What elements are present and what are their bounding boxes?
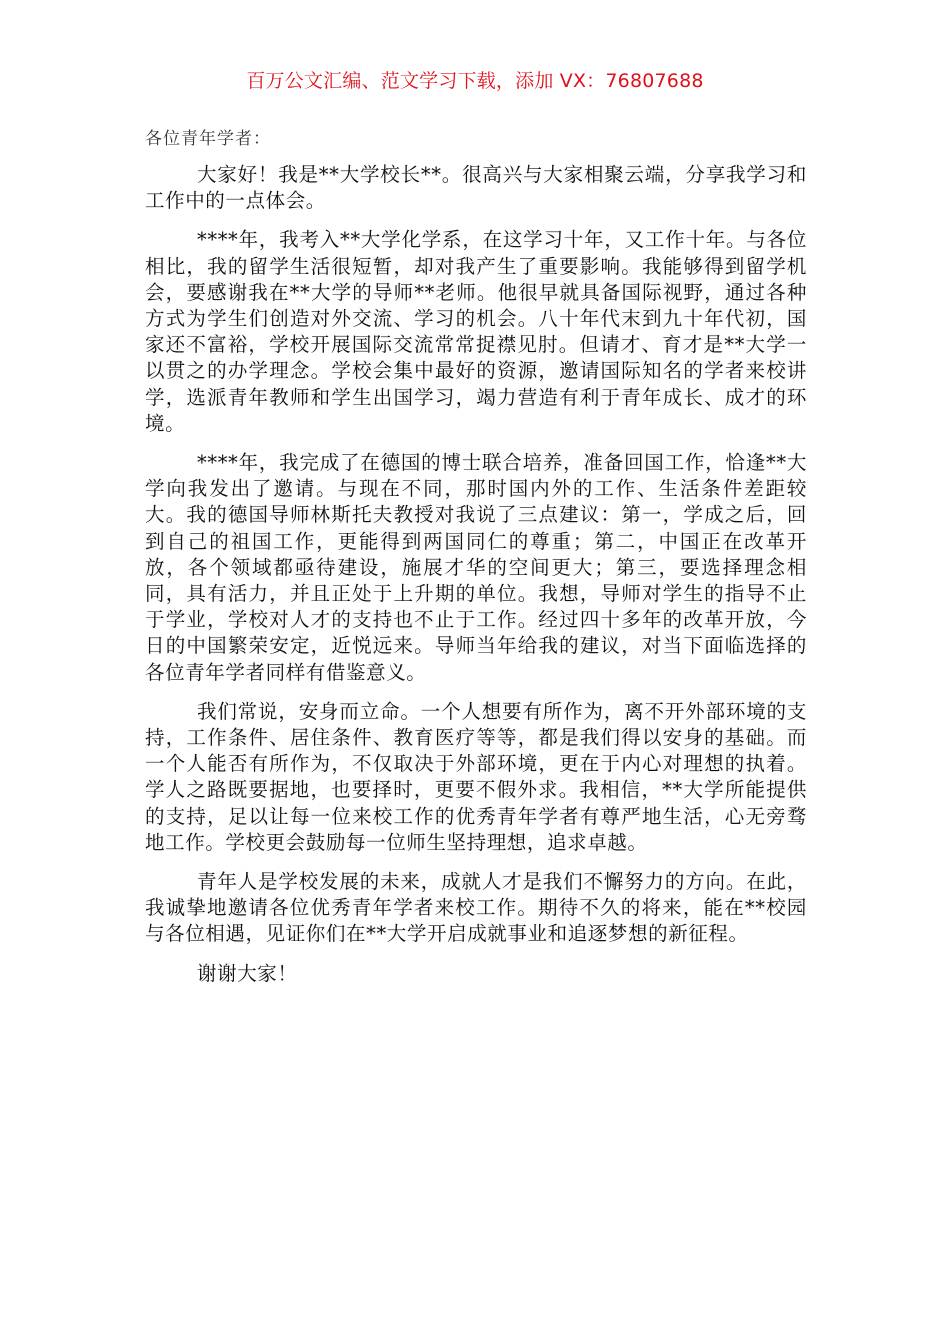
paragraph-study-abroad: ****年，我考入**大学化学系，在这学习十年，又工作十年。与各位相比，我的留学生活很短暂，却对我产生了重要影响。我能够得到留学机会，要感谢我在**大学的导师**老师。他很早就具备国际视野，通过各种方式为学生们创造对外交流、学习的机会。八十年代末到九十年代初，国家还不富裕，学校开展国际交流常常捉襟见肘。但请才、育才是**大学一以贯之的办学理念。学校会集中最好的资源，邀请国际知名的学者来校讲学，选派青年教师和学生出国学习，竭力营造有利于青年成长、成才的环境。: [145, 228, 807, 435]
salutation: 各位青年学者：: [145, 129, 271, 149]
paragraph-greeting: 大家好！我是**大学校长**。很高兴与大家相聚云端，分享我学习和工作中的一点体会。: [145, 163, 807, 213]
promo-banner: 百万公文汇编、范文学习下载，添加 VX：76807688: [246, 70, 704, 92]
paragraph-settle-down: 我们常说，安身而立命。一个人想要有所作为，离不开外部环境的支持，工作条件、居住条件、教育医疗等等，都是我们得以安身的基础。而一个人能否有所作为，不仅取决于外部环境，更在于内心对理想的执着。学人之路既要据地，也要择时，更要不假外求。我相信，**大学所能提供的支持，足以让每一位来校工作的优秀青年学者有尊严地生活，心无旁骛地工作。学校更会鼓励每一位师生坚持理想，追求卓越。: [145, 699, 807, 854]
paragraph-invitation: 青年人是学校发展的未来，成就人才是我们不懈努力的方向。在此，我诚挚地邀请各位优秀青年学者来校工作。期待不久的将来，能在**校园与各位相遇，见证你们在**大学开启成就事业和追逐梦想的新征程。: [145, 870, 807, 946]
closing-thanks: 谢谢大家！: [197, 961, 298, 985]
paragraph-mentor-advice: ****年，我完成了在德国的博士联合培养，准备回国工作，恰逢**大学向我发出了邀请。与现在不同，那时国内外的工作、生活条件差距较大。我的德国导师林斯托夫教授对我说了三点建议：第一，学成之后，回到自己的祖国工作，更能得到两国同仁的尊重；第二，中国正在改革开放，各个领域都亟待建设，施展才华的空间更大；第三，要选择理念相同，具有活力，并且正处于上升期的单位。我想，导师对学生的指导不止于学业，学校对人才的支持也不止于工作。经过四十多年的改革开放，今日的中国繁荣安定，近悦远来。导师当年给我的建议，对当下面临选择的各位青年学者同样有借鉴意义。: [145, 451, 807, 684]
letter-body: [145, 162, 807, 1000]
